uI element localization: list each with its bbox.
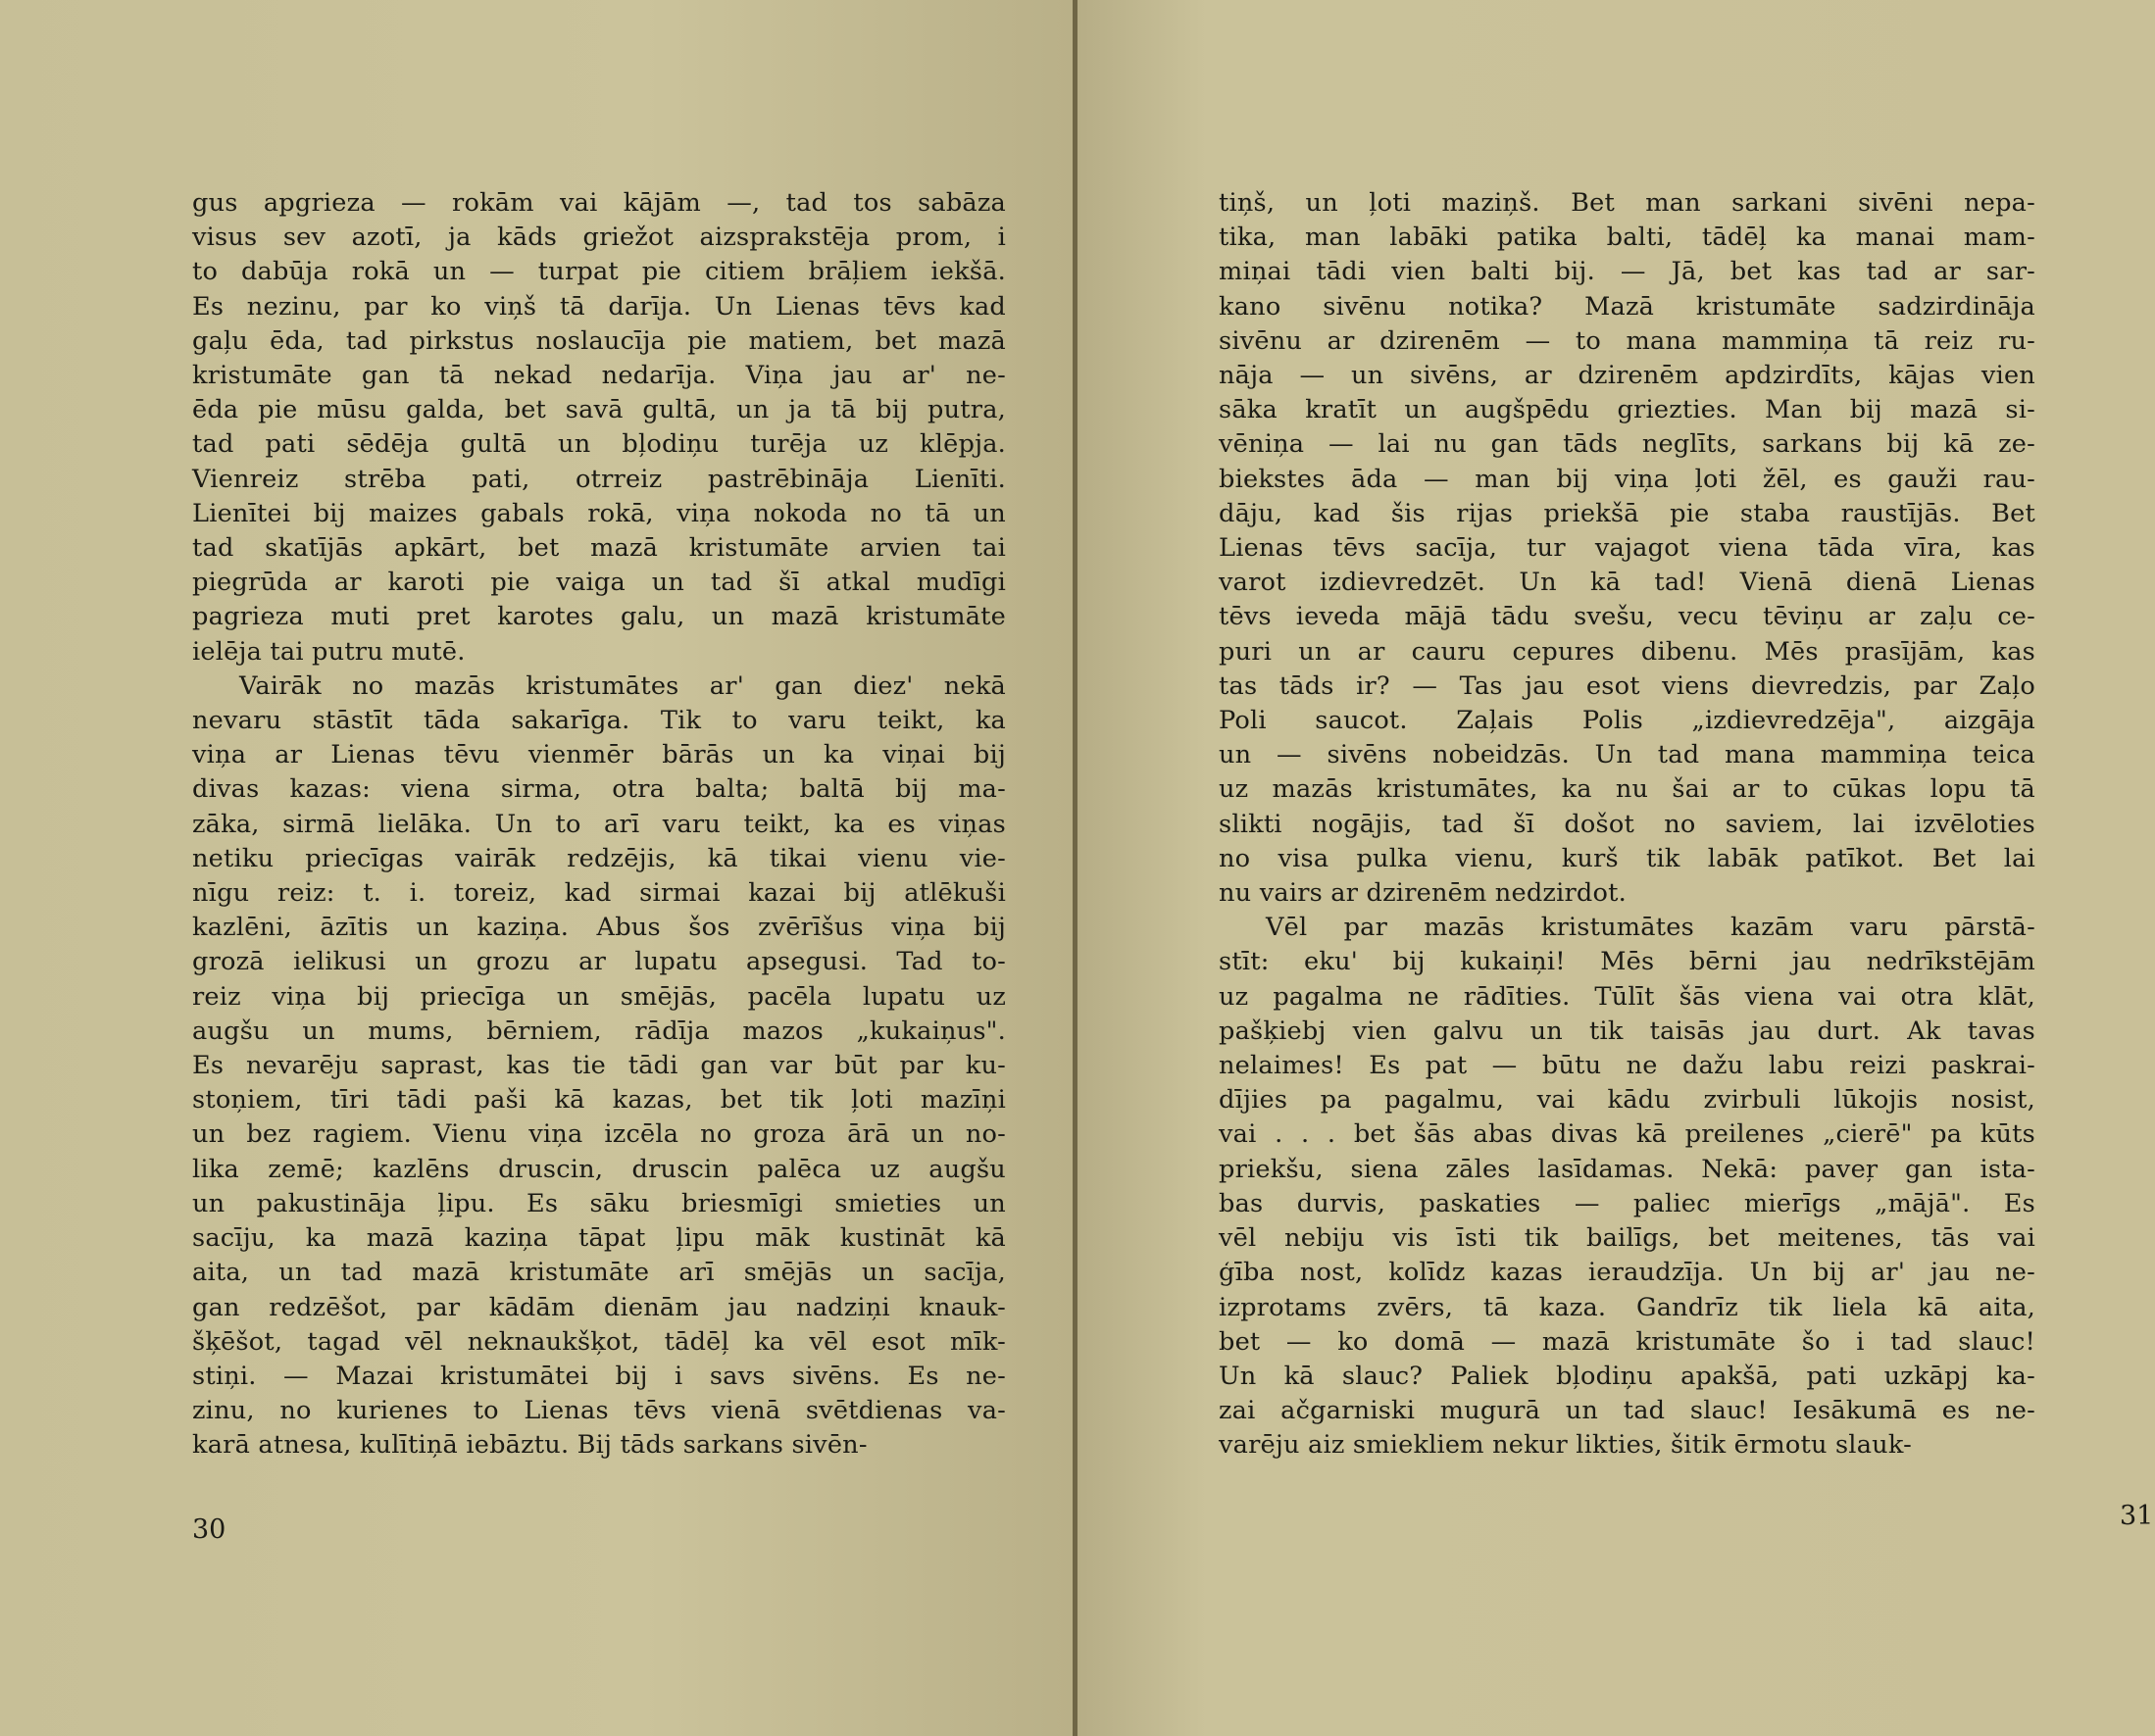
text-line: varot izdievredzēt. Un kā tad! Vienā dienā Lienas: [1219, 568, 2035, 598]
text-line: sāka kratīt un augšpēdu griezties. Man bij mazā si-: [1219, 395, 2035, 425]
text-line: bet — ko domā — mazā kristumāte šo i tad slauc!: [1219, 1326, 2035, 1357]
text-line: miņai tādi vien balti bij. — Jā, bet kas tad ar sar-: [1219, 257, 2035, 287]
text-line: nevaru stāstīt tāda sakarīga. Tik to varu teikt, ka: [192, 706, 1006, 736]
text-line: divas kazas: viena sirma, otra balta; baltā bij ma-: [192, 774, 1006, 805]
text-line: zai ačgarniski mugurā un tad slauc! Iesākumā es ne-: [1219, 1396, 2035, 1426]
text-line: nīgu reiz: t. i. toreiz, kad sirmai kazai bij atlēkuši: [192, 878, 1006, 909]
text-line: uz pagalma ne rādīties. Tūlīt šās viena vai otra klāt,: [1219, 981, 2035, 1012]
text-line: uz mazās kristumātes, ka nu šai ar to cūkas lopu tā: [1219, 774, 2035, 805]
text-line: gus apgrieza — rokām vai kājām —, tad tos sabāza: [192, 188, 1006, 218]
text-line: no visa pulka vienu, kurš tik labāk patīkot. Bet lai: [1219, 843, 2035, 873]
text-line: Vienreiz strēba pati, otrreiz pastrēbināja Lienīti.: [192, 464, 1006, 494]
text-line: stīt: eku' bij kukaiņi! Mēs bērni jau nedrīkstējām: [1219, 947, 2035, 977]
text-line: tas tāds ir? — Tas jau esot viens dievredzis, par Zaļo: [1219, 670, 2035, 701]
text-line: puri un ar cauru cepures dibenu. Mēs prasījām, kas: [1219, 636, 2035, 667]
text-line: tēvs ieveda mājā tādu svešu, vecu tēviņu ar zaļu ce-: [1219, 602, 2035, 632]
text-line: ielēja tai putru mutē.: [192, 636, 466, 667]
text-line: netiku priecīgas vairāk redzējis, kā tikai vienu vie-: [192, 843, 1006, 873]
text-line: Es nevarēju saprast, kas tie tādi gan var būt par ku-: [192, 1051, 1006, 1081]
text-line: reiz viņa bij priecīga un smējās, pacēla lupatu uz: [192, 981, 1006, 1012]
text-line: slikti nogājis, tad šī došot no saviem, lai izvēloties: [1219, 809, 2035, 839]
text-line: stiņi. — Mazai kristumātei bij i savs sivēns. Es ne-: [192, 1361, 1006, 1391]
text-line: sivēnu ar dzirenēm — to mana mammiņa tā reiz ru-: [1219, 325, 2035, 356]
right-page-number: 31: [2120, 1501, 2154, 1531]
text-line: dāju, kad šis rijas priekšā pie staba raustījās. Bet: [1219, 498, 2035, 528]
text-line: tad pati sēdēja gultā un bļodiņu turēja uz klēpja.: [192, 429, 1006, 460]
text-line: gan redzēšot, par kādām dienām jau nadziņi knauk-: [192, 1292, 1006, 1322]
text-line: nāja — un sivēns, ar dzirenēm apdzirdīts, kājas vien: [1219, 361, 2035, 391]
text-line: nu vairs ar dzirenēm nedzirdot.: [1219, 878, 1627, 909]
text-line: to dabūja rokā un — turpat pie citiem brāļiem iekšā.: [192, 257, 1006, 287]
text-line: viņa ar Lienas tēvu vienmēr bārās un ka viņai bij: [192, 740, 1006, 770]
text-line: un pakustināja ļipu. Es sāku briesmīgi smieties un: [192, 1188, 1006, 1218]
text-line: pagrieza muti pret karotes galu, un mazā kristumāte: [192, 602, 1006, 632]
text-line: ģība nost, kolīdz kazas ieraudzīja. Un bij ar' jau ne-: [1219, 1258, 2035, 1288]
text-line: priekšu, siena zāles lasīdamas. Nekā: paveŗ gan ista-: [1219, 1154, 2035, 1184]
right-page-text: [1219, 186, 2035, 1463]
left-page-text: [192, 186, 1006, 1463]
text-line: Vairāk no mazās kristumātes ar' gan diez' nekā: [239, 670, 1006, 701]
text-line: Poli saucot. Zaļais Polis „izdievredzēja", aizgāja: [1219, 706, 2035, 736]
text-line: un bez ragiem. Vienu viņa izcēla no groza ārā un no-: [192, 1119, 1006, 1150]
text-line: un — sivēns nobeidzās. Un tad mana mammiņa teica: [1219, 740, 2035, 770]
text-line: varēju aiz smiekliem nekur likties, šitik ērmotu slauk-: [1219, 1430, 1912, 1461]
text-line: karā atnesa, kulītiņā iebāztu. Bij tāds sarkans sivēn-: [192, 1430, 868, 1461]
text-line: Es nezinu, par ko viņš tā darīja. Un Lienas tēvs kad: [192, 291, 1006, 322]
text-line: Lienas tēvs sacīja, tur vajagot viena tāda vīra, kas: [1219, 533, 2035, 564]
right-page: [1078, 0, 2155, 1736]
text-line: stoņiem, tīri tādi paši kā kazas, bet tik ļoti mazīņi: [192, 1085, 1006, 1116]
text-line: kano sivēnu notika? Mazā kristumāte sadzirdināja: [1219, 291, 2035, 322]
text-line: tad skatījās apkārt, bet mazā kristumāte arvien tai: [192, 533, 1006, 564]
text-line: Vēl par mazās kristumātes kazām varu pārstā-: [1266, 913, 2035, 943]
text-line: gaļu ēda, tad pirkstus noslaucīja pie matiem, bet mazā: [192, 325, 1006, 356]
text-line: biekstes āda — man bij viņa ļoti žēl, es gauži rau-: [1219, 464, 2035, 494]
text-line: ēda pie mūsu galda, bet savā gultā, un ja tā bij putra,: [192, 395, 1006, 425]
text-line: tika, man labāki patika balti, tādēļ ka manai mam-: [1219, 223, 2035, 253]
text-line: izprotams zvērs, tā kaza. Gandrīz tik liela kā aita,: [1219, 1292, 2035, 1322]
text-line: zāka, sirmā lielāka. Un to arī varu teikt, ka es viņas: [192, 809, 1006, 839]
text-line: visus sev azotī, ja kāds griežot aizsprakstēja prom, i: [192, 223, 1006, 253]
text-line: piegrūda ar karoti pie vaiga un tad šī atkal mudīgi: [192, 568, 1006, 598]
text-line: vai . . . bet šās abas divas kā preilenes „cierē" pa kūts: [1219, 1119, 2035, 1150]
text-line: tiņš, un ļoti maziņš. Bet man sarkani sivēni nepa-: [1219, 188, 2035, 218]
text-line: šķēšot, tagad vēl neknaukšķot, tādēļ ka vēl esot mīk-: [192, 1326, 1006, 1357]
text-line: zinu, no kurienes to Lienas tēvs vienā svētdienas va-: [192, 1396, 1006, 1426]
text-line: dījies pa pagalmu, vai kādu zvirbuli lūkojis nosist,: [1219, 1085, 2035, 1116]
text-line: aita, un tad mazā kristumāte arī smējās un sacīja,: [192, 1258, 1006, 1288]
text-line: sacīju, ka mazā kaziņa tāpat ļipu māk kustināt kā: [192, 1223, 1006, 1254]
text-line: kazlēni, āzītis un kaziņa. Abus šos zvērīšus viņa bij: [192, 913, 1006, 943]
text-line: nelaimes! Es pat — būtu ne dažu labu reizi paskrai-: [1219, 1051, 2035, 1081]
text-line: pašķiebj vien galvu un tik taisās jau durt. Ak tavas: [1219, 1016, 2035, 1046]
text-line: grozā ielikusi un grozu ar lupatu apsegusi. Tad to-: [192, 947, 1006, 977]
left-page: [0, 0, 1076, 1736]
text-line: bas durvis, paskaties — paliec mierīgs „mājā". Es: [1219, 1188, 2035, 1218]
text-line: lika zemē; kazlēns druscin, druscin palēca uz augšu: [192, 1154, 1006, 1184]
text-line: vēniņa — lai nu gan tāds neglīts, sarkans bij kā ze-: [1219, 429, 2035, 460]
text-line: augšu un mums, bērniem, rādīja mazos „kukaiņus".: [192, 1016, 1006, 1046]
text-line: vēl nebiju vis īsti tik bailīgs, bet meitenes, tās vai: [1219, 1223, 2035, 1254]
text-line: Un kā slauc? Paliek bļodiņu apakšā, pati uzkāpj ka-: [1219, 1361, 2035, 1391]
text-line: kristumāte gan tā nekad nedarīja. Viņa jau ar' ne-: [192, 361, 1006, 391]
left-page-number: 30: [192, 1514, 226, 1545]
text-line: Lienītei bij maizes gabals rokā, viņa nokoda no tā un: [192, 498, 1006, 528]
